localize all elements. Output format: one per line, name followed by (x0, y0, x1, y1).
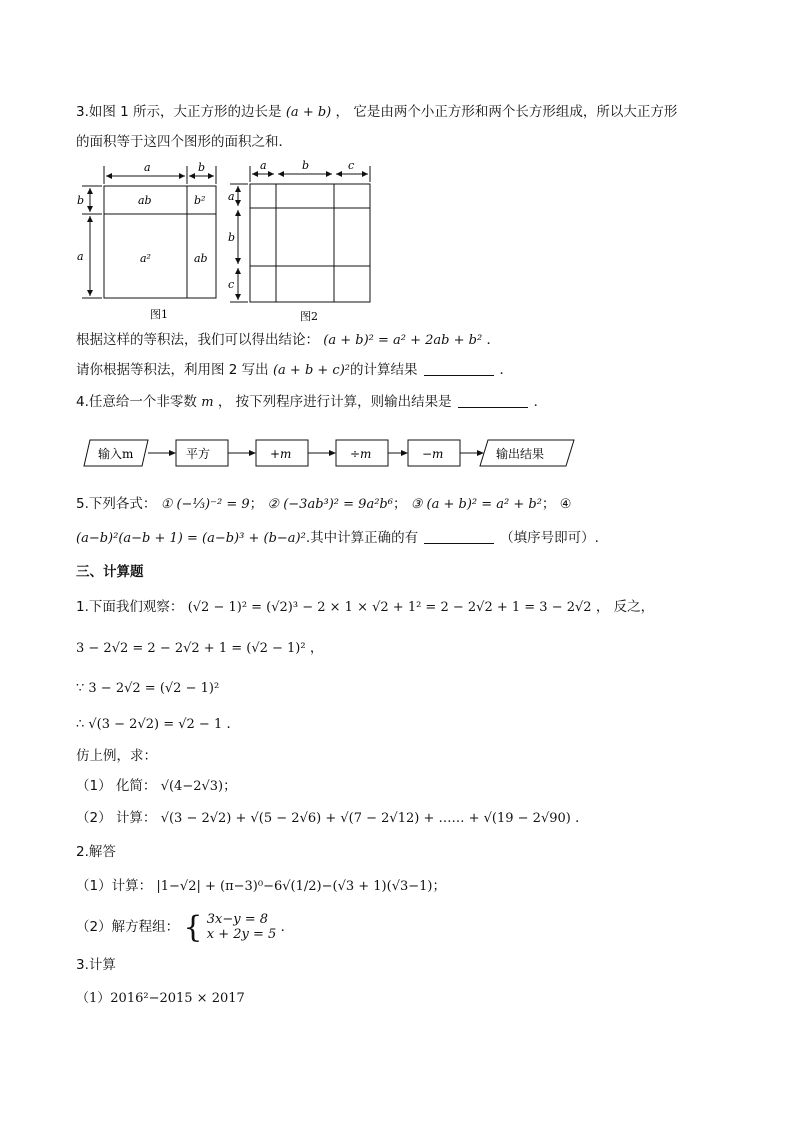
fig2-a-top: a (260, 159, 267, 172)
flow-square: 平方 (186, 447, 211, 461)
flow-divide-m: ÷m (350, 447, 372, 461)
c1-p2-text: 计算： (115, 810, 157, 826)
ask-dot: ． (499, 362, 513, 378)
q5-formula: (a−b)²(a−b + 1) = (a−b)³ + (b−a)² (76, 531, 306, 546)
ask-end: 的计算结果 (350, 362, 418, 378)
system-brace: { (183, 910, 203, 945)
c2-p2-text: （2）解方程组： (76, 919, 180, 935)
q5-item4: ④ (559, 497, 572, 512)
c1-p1-formula: √(4−2√3) (160, 779, 224, 794)
c1-observe (76, 597, 654, 618)
fig1-ab-right: ab (194, 252, 208, 265)
flow-input: 输入m (98, 447, 134, 461)
c1-part2 (76, 808, 589, 829)
c1-p1-label: （1） (76, 778, 112, 794)
fig1-caption: 图1 (150, 308, 168, 321)
fig1-b-top: b (198, 161, 206, 174)
c1-line2 (76, 638, 323, 659)
c1-therefore (76, 714, 240, 735)
q5-item1: ① (−⅓)⁻² = 9 (160, 497, 250, 512)
fig2-a-left: a (228, 190, 235, 203)
flow-minus-m: −m (422, 447, 444, 461)
section-title: 三、计算题 (76, 564, 144, 580)
fig1-a-top: a (144, 161, 151, 174)
equation-1: 3x−y = 8 (206, 912, 269, 927)
q3-line2: 的面积等于这四个图形的面积之和． (76, 134, 292, 150)
c1-line2-end: ， (309, 640, 324, 656)
flow-output: 输出结果 (496, 447, 545, 461)
q3-text: 3.如图 1 所示，大正方形的边长是 (76, 104, 282, 120)
c3-p1: （1）2016²−2015 × 2017 (76, 991, 245, 1006)
q5-item2: ② (−3ab³)² = 9a²b⁶ (267, 497, 393, 512)
conclusion-end: ． (486, 332, 500, 348)
c1-imitate: 仿上例，求： (76, 748, 157, 764)
c2-title: 2.解答 (76, 844, 116, 860)
conclusion-text: 根据这样的等积法，我们可以得出结论： (76, 332, 319, 348)
side-formula: (a + b) (285, 105, 332, 120)
c1-p2-label: （2） (76, 810, 112, 826)
answer-blank[interactable] (458, 393, 528, 408)
q5-line2 (76, 528, 599, 549)
equation-system (207, 912, 277, 942)
q4-text: 4.任意给一个非零数 (76, 394, 197, 410)
q4-line (76, 392, 547, 413)
c2-p2-end: ． (280, 919, 295, 935)
q3-line1 (76, 102, 677, 123)
fig2-c-left: c (228, 278, 235, 291)
c2-p1-formula: |1−√2| + (π−3)⁰−6√(1/2)−(√3 + 1)(√3−1) (156, 879, 433, 894)
c1-p1-text: 化简： (115, 778, 157, 794)
fig2-caption: 图2 (300, 310, 318, 323)
conclusion-formula: (a + b)² = a² + 2ab + b² (323, 333, 483, 348)
fig1-a2: a² (140, 252, 151, 265)
figure-1 (74, 156, 224, 326)
fig1-b-left: b (77, 194, 85, 207)
c1-part1 (76, 776, 237, 797)
c1-p2-end: ． (575, 810, 589, 826)
answer-blank[interactable] (424, 529, 494, 544)
c1-because (76, 678, 219, 699)
c1-p1-end: ； (223, 778, 237, 794)
q4-var: m (201, 395, 214, 410)
q5-line1: 5.下列各式： ① (−⅓)⁻² = 9； ② (−3ab³)² = 9a²b⁶； ③ (a + b)² = a² + b²； ④ (76, 496, 572, 512)
therefore-formula: ∴ √(3 − 2√2) = √2 − 1 (76, 717, 223, 732)
c1-line2-formula: 3 − 2√2 = 2 − 2√2 + 1 = (√2 − 1)² (76, 641, 306, 656)
fig1-b2: b² (194, 194, 206, 207)
flowchart (80, 434, 600, 474)
because-formula: ∵ 3 − 2√2 = (√2 − 1)² (76, 681, 220, 696)
fig1-a-left: a (77, 250, 84, 263)
c1-observe-text: 1.下面我们观察： (76, 599, 184, 615)
c1-conversely: ， 反之， (595, 599, 655, 615)
figure-2 (222, 156, 372, 326)
c1-p2-formula: √(3 − 2√2) + √(5 − 2√6) + √(7 − 2√12) + …… + √(19 − 2√90) (160, 811, 571, 826)
c2-p1-text: （1）计算： (76, 878, 153, 894)
fig2-c-top: c (348, 159, 355, 172)
q3-ask (76, 360, 513, 381)
q3-text-b: ， 它是由两个小正方形和两个长方形组成，所以大正方形 (335, 104, 678, 120)
ask-text: 请你根据等积法，利用图 2 写出 (76, 362, 269, 378)
answer-blank[interactable] (424, 361, 494, 376)
flow-plus-m: +m (270, 447, 292, 461)
q3-conclusion (76, 330, 500, 351)
equation-2: x + 2y = 5 (206, 927, 277, 942)
q4-text2: ， 按下列程序进行计算，则输出结果是 (217, 394, 452, 410)
q5-end: （填序号即可）. (500, 530, 599, 546)
fig1-ab-top: ab (138, 194, 152, 207)
q4-end: ． (533, 394, 548, 410)
fig2-b-left: b (228, 231, 236, 244)
c3-title: 3.计算 (76, 957, 116, 973)
q5-item3: ③ (a + b)² = a² + b² (410, 497, 542, 512)
c2-part1 (76, 876, 446, 897)
q5-prefix: 5.下列各式： (76, 496, 157, 512)
c1-observe-formula: (√2 − 1)² = (√2)³ − 2 × 1 × √2 + 1² = 2 − 2√2 + 1 = 3 − 2√2 (187, 600, 592, 615)
therefore-end: ． (226, 716, 241, 732)
ask-formula: (a + b + c)² (272, 363, 350, 378)
c3-part1 (76, 988, 245, 1009)
c2-part2 (76, 910, 295, 945)
q5-text: .其中计算正确的有 (305, 530, 419, 546)
c2-p1-end: ； (432, 878, 446, 894)
fig2-b-top: b (302, 159, 310, 172)
